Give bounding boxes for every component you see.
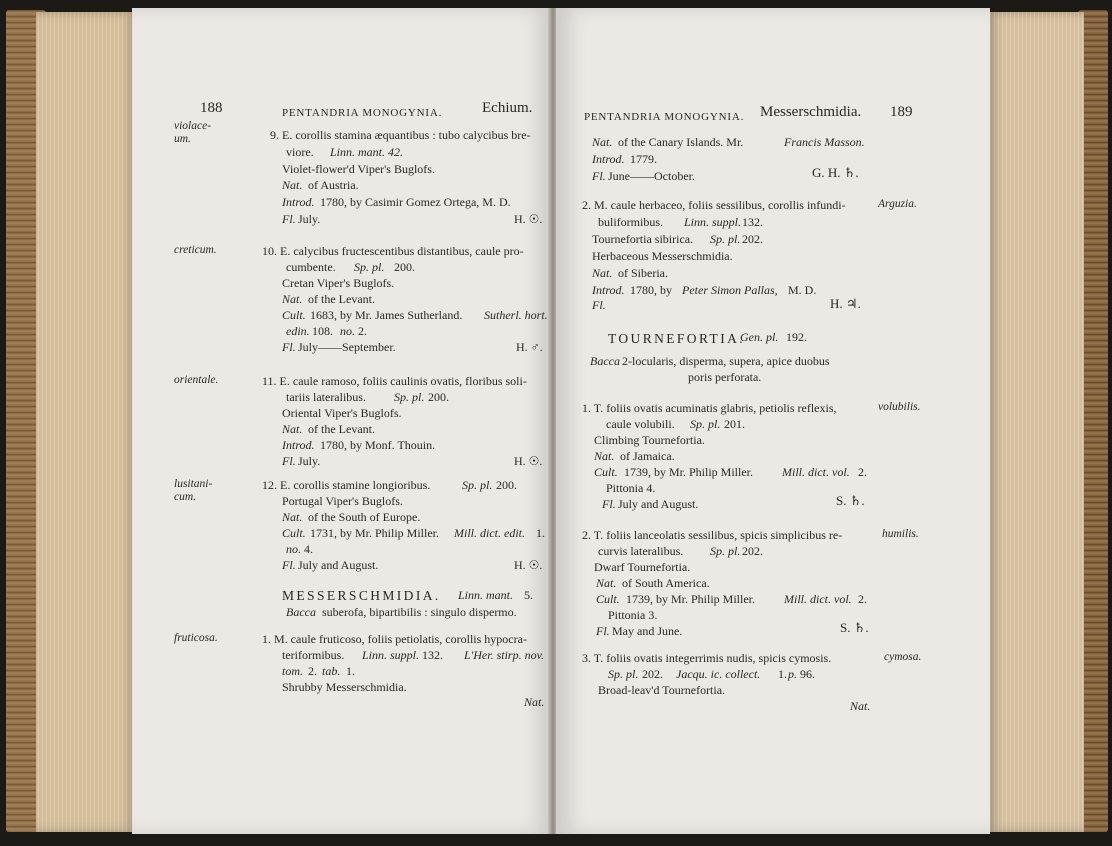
text-line: caule volubili. (606, 417, 675, 431)
text-line: 2. (358, 324, 367, 338)
text-line: 1. (346, 664, 355, 678)
text-line: Cult. (282, 308, 306, 322)
running-head: PENTANDRIA MONOGYNIA. (584, 111, 745, 123)
text-line: 200. (428, 390, 449, 404)
page-number: 189 (890, 104, 913, 120)
text-line: 1. (536, 526, 545, 540)
margin-label: um. (174, 133, 191, 145)
text-line: 132. (742, 215, 763, 229)
text-line: 2. M. caule herbaceo, foliis sessilibus, corollis infundi- (582, 198, 846, 212)
text-line: 1731, by Mr. Philip Miller. (310, 526, 440, 540)
text-line: buliformibus. (598, 215, 663, 229)
text-line: 2. T. foliis lanceolatis sessilibus, spicis simplicibus re- (582, 528, 843, 542)
text-line: no. (340, 324, 355, 338)
text-line: 3. T. foliis ovatis integerrimis nudis, spicis cymosis. (582, 651, 832, 665)
text-line: July. (298, 454, 321, 468)
text-line: Nat. (596, 576, 617, 590)
text-line: Fl. (282, 558, 296, 572)
left-page-edges (36, 12, 136, 832)
text-line: Sp. pl. (462, 478, 493, 492)
text-line: 200. (496, 478, 517, 492)
text-line: M. D. (788, 283, 817, 297)
margin-label: volubilis. (878, 401, 921, 413)
text-line: Shrubby Messerschmidia. (282, 680, 407, 694)
text-line: 201. (724, 417, 745, 431)
text-line: Introd. (592, 152, 625, 166)
text-line: Introd. (592, 283, 625, 297)
text-line: Cretan Viper's Buglofs. (282, 276, 395, 290)
text-line: 96. (800, 667, 815, 681)
margin-label: cymosa. (884, 651, 922, 663)
text-line: of Jamaica. (620, 449, 675, 463)
genus-head: Echium. (482, 100, 533, 116)
text-line: Portugal Viper's Buglofs. (282, 494, 403, 508)
text-line: H. ☉. (514, 558, 543, 572)
text-line: Francis Masson. (784, 135, 865, 149)
text-line: Bacca (590, 354, 620, 368)
text-line: tom. (282, 664, 303, 678)
text-line: Introd. (282, 195, 315, 209)
text-line: Linn. mant. 42. (330, 145, 404, 159)
text-line: Nat. (282, 178, 303, 192)
text-line: Pittonia 3. (608, 608, 658, 622)
text-line: H. ☉. (514, 454, 543, 468)
text-line: 1683, by Mr. James Sutherland. (310, 308, 463, 322)
right-page-edges (988, 12, 1084, 832)
text-line: 1. (778, 667, 787, 681)
text-line: 200. (394, 260, 415, 274)
text-line: 1. M. caule fruticoso, foliis petiolatis, corollis hypocra- (262, 632, 527, 646)
text-line: July——September. (298, 340, 396, 354)
text-line: of Siberia. (618, 266, 668, 280)
text-line: Fl. (596, 624, 610, 638)
text-line: suberofa, bipartibilis : singulo dispermo. (322, 605, 517, 619)
text-line: 192. (786, 330, 807, 344)
text-line: Fl. (282, 454, 296, 468)
text-line: of South America. (622, 576, 710, 590)
genus-title: TOURNEFORTIA. (608, 331, 746, 346)
catchword: Nat. (850, 699, 871, 713)
text-line: Sp. pl. (354, 260, 385, 274)
text-line: Tournefortia sibirica. (592, 232, 694, 246)
text-line: curvis lateralibus. (598, 544, 684, 558)
text-line: 12. E. corollis stamine longioribus. (262, 478, 431, 492)
text-line: Nat. (592, 135, 613, 149)
text-line: H. ♂. (516, 340, 543, 354)
text-line: 5. (524, 588, 533, 602)
text-line: May and June. (612, 624, 683, 638)
margin-label: humilis. (882, 528, 919, 540)
text-line: 1739, by Mr. Philip Miller. (624, 465, 754, 479)
genus-head: Messerschmidia. (760, 104, 862, 120)
text-line: Mill. dict. edit. (454, 526, 525, 540)
text-line: Sp. pl. (394, 390, 425, 404)
text-line: Linn. suppl. (684, 215, 742, 229)
text-line: Sutherl. hort. (484, 308, 548, 322)
right-page (556, 8, 990, 834)
text-line: no. (286, 542, 301, 556)
genus-title: MESSERSCHMIDIA. (282, 588, 441, 603)
text-line: Introd. (282, 438, 315, 452)
text-line: viore. (286, 145, 314, 159)
text-line: edin. (286, 324, 310, 338)
text-line: Climbing Tournefortia. (594, 433, 705, 447)
text-line: Fl. (592, 169, 606, 183)
text-line: G. H. ♄. (812, 165, 859, 180)
text-line: Gen. pl. (740, 330, 779, 344)
text-line: poris perforata. (688, 370, 762, 384)
text-line: tab. (322, 664, 341, 678)
text-line: 108. (312, 324, 333, 338)
text-line: Nat. (282, 422, 303, 436)
text-line: June——October. (608, 169, 695, 183)
text-line: Bacca (286, 605, 316, 619)
text-line: 2-locularis, disperma, supera, apice duobus (622, 354, 830, 368)
margin-label: Arguzia. (878, 198, 917, 210)
text-line: cumbente. (286, 260, 336, 274)
text-line: Mill. dict. vol. (782, 465, 850, 479)
text-line: of the Levant. (308, 422, 375, 436)
text-line: Nat. (282, 510, 303, 524)
text-line: teriformibus. (282, 648, 345, 662)
text-line: 1779. (630, 152, 657, 166)
text-line: Peter Simon Pallas, (682, 283, 778, 297)
text-line: 1. T. foliis ovatis acuminatis glabris, petiolis reflexis, (582, 401, 837, 415)
text-line: Mill. dict. vol. (784, 592, 852, 606)
text-line: 202. (642, 667, 663, 681)
text-line: July. (298, 212, 321, 226)
text-line: 132. (422, 648, 443, 662)
text-line: Fl. (282, 212, 296, 226)
text-line: Nat. (594, 449, 615, 463)
text-line: 1780, by Casimir Gomez Ortega, M. D. (320, 195, 511, 209)
text-line: Sp. pl. (608, 667, 639, 681)
text-line: 9. E. corollis stamina æquantibus : tubo calycibus bre- (270, 128, 531, 142)
left-page (132, 8, 552, 834)
text-line: H. ☉. (514, 212, 543, 226)
text-line: 1780, by Monf. Thouin. (320, 438, 436, 452)
text-line: Dwarf Tournefortia. (594, 560, 691, 574)
text-line: S. ♄. (836, 493, 865, 508)
text-line: Linn. suppl. (362, 648, 420, 662)
text-line: 1780, by (630, 283, 672, 297)
text-line: of Austria. (308, 178, 359, 192)
text-line: 1739, by Mr. Philip Miller. (626, 592, 756, 606)
text-line: of the South of Europe. (308, 510, 421, 524)
text-line: Broad-leav'd Tournefortia. (598, 683, 726, 697)
text-line: Sp. pl. (710, 544, 741, 558)
text-line: Sp. pl. (690, 417, 721, 431)
text-line: 4. (304, 542, 313, 556)
margin-label: violace- (174, 120, 212, 132)
text-line: of the Levant. (308, 292, 375, 306)
running-head: PENTANDRIA MONOGYNIA. (282, 107, 443, 119)
margin-label: orientale. (174, 374, 219, 386)
text-line: 2. (858, 592, 867, 606)
text-line: Sp. pl. (710, 232, 741, 246)
margin-label: lusitani- (174, 478, 213, 490)
text-line: 11. E. caule ramoso, foliis caulinis ovatis, floribus soli- (262, 374, 527, 388)
text-line: H. ♃. (830, 296, 861, 311)
text-line: Cult. (282, 526, 306, 540)
text-line: tariis lateralibus. (286, 390, 366, 404)
catchword: Nat. (524, 695, 545, 709)
text-line: 2. (858, 465, 867, 479)
text-line: Fl. (602, 497, 616, 511)
text-line: Violet-flower'd Viper's Buglofs. (282, 162, 435, 176)
text-line: 10. E. calycibus fructescentibus distantibus, caule pro- (262, 244, 524, 258)
margin-label: creticum. (174, 244, 217, 256)
text-line: 202. (742, 544, 763, 558)
text-line: Fl. (592, 298, 606, 312)
text-line: of the Canary Islands. Mr. (618, 135, 744, 149)
text-line: July and August. (618, 497, 699, 511)
text-line: p. (788, 667, 797, 681)
text-line: Pittonia 4. (606, 481, 656, 495)
text-line: Nat. (282, 292, 303, 306)
text-line: L'Her. stirp. nov. (464, 648, 545, 662)
text-line: Linn. mant. (458, 588, 514, 602)
text-line: Cult. (594, 465, 618, 479)
page-number: 188 (200, 100, 223, 116)
text-line: July and August. (298, 558, 379, 572)
text-line: 2. (308, 664, 317, 678)
text-line: Fl. (282, 340, 296, 354)
text-line: S. ♄. (840, 620, 869, 635)
text-line: 202. (742, 232, 763, 246)
margin-label: fruticosa. (174, 632, 218, 644)
text-line: Nat. (592, 266, 613, 280)
text-line: Cult. (596, 592, 620, 606)
text-line: Oriental Viper's Buglofs. (282, 406, 402, 420)
margin-label: cum. (174, 491, 197, 503)
text-line: Jacqu. ic. collect. (676, 667, 761, 681)
text-line: Herbaceous Messerschmidia. (592, 249, 733, 263)
